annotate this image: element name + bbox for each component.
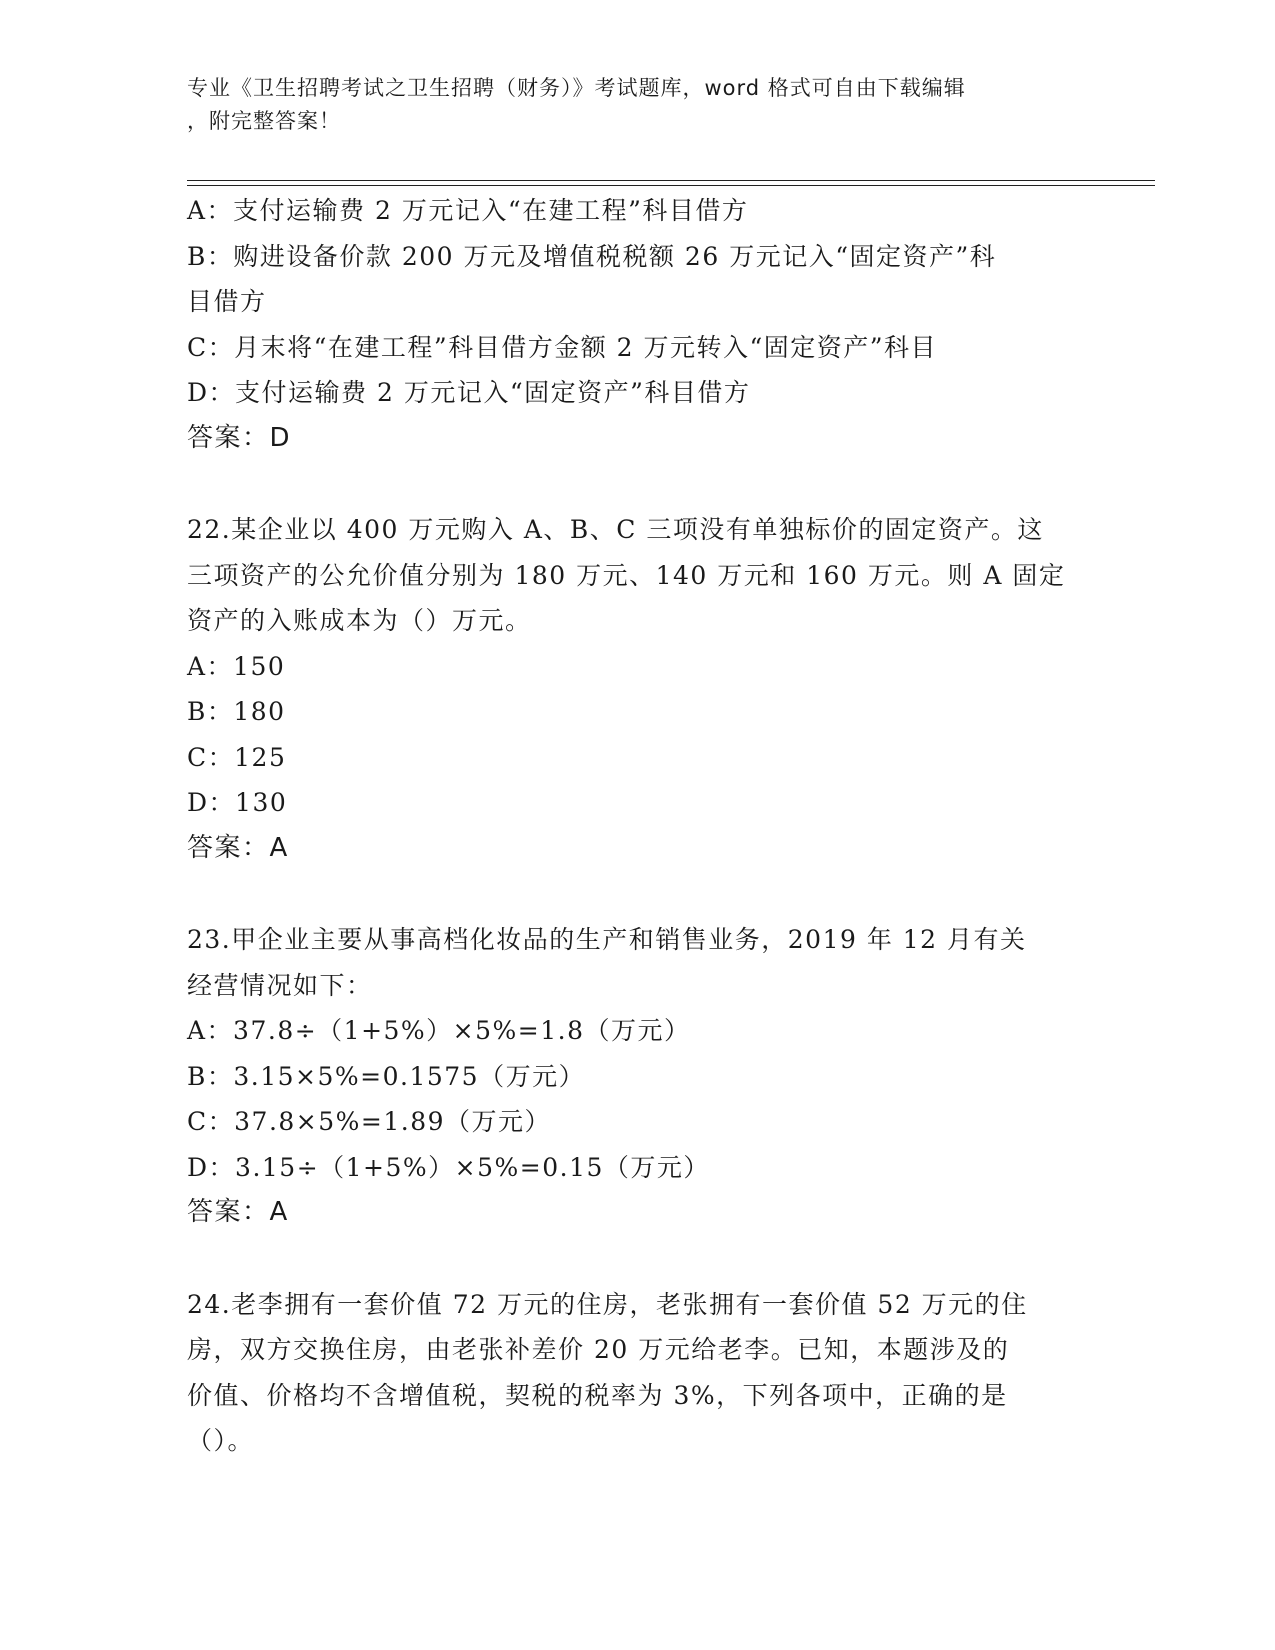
option-a: A：支付运输费 2 万元记入“在建工程”科目借方 (187, 196, 749, 225)
question-stem-line-3: 价值、价格均不含增值税，契税的税率为 3%，下列各项中，正确的是 (187, 1380, 1008, 1410)
document-header (187, 72, 1087, 138)
question-stem-line-3: 资产的入账成本为（）万元。 (187, 606, 532, 635)
question-stem-line-1: 24.老李拥有一套价值 72 万元的住房，老张拥有一套价值 52 万元的住 (187, 1289, 1028, 1319)
option-b-line-2: 目借方 (187, 287, 267, 316)
question-stem-line-2: 经营情况如下： (187, 970, 373, 1000)
answer: 答案：A (187, 1197, 289, 1227)
question-stem-line-2: 房，双方交换住房，由老张补差价 20 万元给老李。已知，本题涉及的 (187, 1335, 1010, 1364)
option-b: B：180 (187, 697, 286, 726)
question-21 (187, 188, 1087, 461)
question-stem-line-1: 22.某企业以 400 万元购入 A、B、C 三项没有单独标价的固定资产。这 (187, 515, 1044, 544)
question-stem-line-1: 23.甲企业主要从事高档化妆品的生产和销售业务，2019 年 12 月有关 (187, 925, 1027, 954)
question-stem-line-2: 三项资产的公允价值分别为 180 万元、140 万元和 160 万元。则 A 固定 (187, 560, 1066, 590)
header-double-rule (187, 180, 1155, 186)
option-a: A：150 (187, 651, 286, 681)
option-a: A：37.8÷（1+5%）×5%=1.8（万元） (187, 1016, 691, 1045)
question-stem-line-4: （）。 (187, 1426, 255, 1455)
option-c: C：125 (187, 742, 287, 772)
question-content (187, 188, 1087, 1464)
answer: 答案：D (187, 422, 292, 453)
question-23 (187, 917, 1087, 1236)
question-22 (187, 507, 1087, 871)
header-line-1: 专业《卫生招聘考试之卫生招聘（财务）》考试题库，word 格式可自由下载编辑 (187, 76, 966, 100)
option-c: C：月末将“在建工程”科目借方金额 2 万元转入“固定资产”科目 (187, 332, 938, 362)
answer: 答案：A (187, 832, 289, 863)
option-b: B：3.15×5%=0.1575（万元） (187, 1061, 586, 1091)
spacer (187, 871, 1087, 917)
header-line-2: ，附完整答案！ (187, 109, 341, 133)
option-c: C：37.8×5%=1.89（万元） (187, 1107, 552, 1136)
option-d: D：支付运输费 2 万元记入“固定资产”科目借方 (187, 378, 751, 407)
spacer (187, 1236, 1087, 1282)
option-d: D：3.15÷（1+5%）×5%=0.15（万元） (187, 1152, 710, 1182)
spacer (187, 461, 1087, 507)
option-b-line-1: B：购进设备价款 200 万元及增值税税额 26 万元记入“固定资产”科 (187, 241, 997, 271)
option-d: D：130 (187, 788, 288, 817)
question-24 (187, 1282, 1087, 1464)
